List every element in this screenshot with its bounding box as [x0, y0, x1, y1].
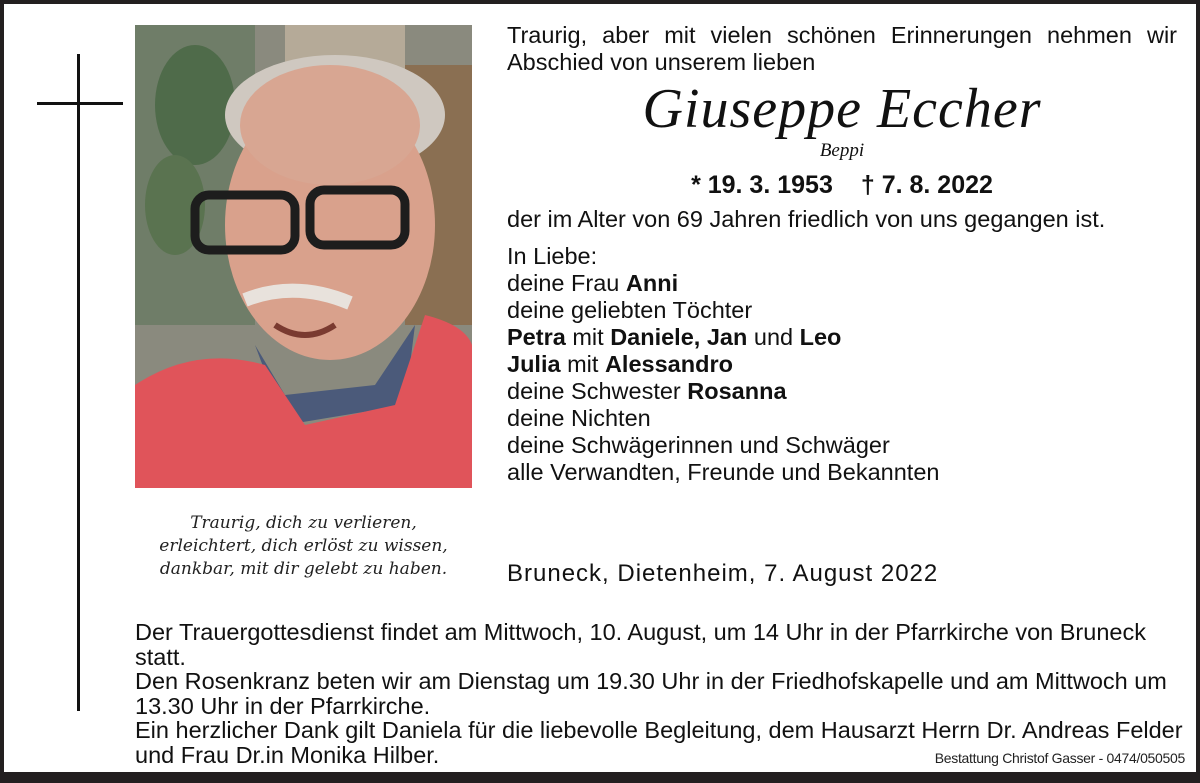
family-member-name: Alessandro [604, 351, 733, 377]
family-text: deine Schwester [507, 378, 688, 404]
place-date: Bruneck, Dietenheim, 7. August 2022 [507, 560, 939, 587]
cross-icon-bar [37, 102, 123, 105]
family-text: alle Verwandten, Freunde und Bekannten [507, 459, 940, 485]
birth-date: * 19. 3. 1953 [691, 171, 833, 199]
family-text: deine Nichten [507, 405, 651, 431]
family-line [507, 459, 1177, 486]
family-member-name: Petra [507, 324, 566, 350]
family-line [507, 297, 1177, 324]
family-text: deine Frau [507, 270, 626, 296]
family-line [507, 405, 1177, 432]
family-text: deine Schwägerinnen und Schwäger [507, 432, 890, 458]
intro-text: Traurig, aber mit vielen schönen Erinnerungen nehmen wir Abschied von unserem lieben [507, 22, 1177, 75]
rosary-text: Den Rosenkranz beten wir am Dienstag um 19.30 Uhr in der Friedhofskapelle und am Mittwoch um 13.30 Uhr in der Pfarrkirche. [135, 668, 1167, 719]
family-text: deine geliebten Töchter [507, 297, 753, 323]
family-member-name: Anni [625, 270, 679, 296]
family-line [507, 378, 1177, 405]
portrait-photo [135, 25, 472, 488]
poem [135, 512, 472, 581]
poem-line: erleichtert, dich erlöst zu wissen, [159, 536, 448, 556]
funeral-home-footer: Bestattung Christof Gasser - 0474/050505 [934, 749, 1185, 766]
family-line [507, 351, 1177, 378]
family-line [507, 432, 1177, 459]
thanks-text: Ein herzlicher Dank gilt Daniela für die liebevolle Begleitung, dem Hausarzt Herrn Dr. Andreas Felder und Frau Dr.in Monika Hilber. [135, 717, 1183, 768]
poem-line: dankbar, mit dir gelebt zu haben. [159, 559, 448, 579]
death-date: † 7. 8. 2022 [860, 171, 993, 199]
family-line [507, 270, 1177, 297]
family-text: und [747, 324, 800, 350]
family-line [507, 324, 1177, 351]
funeral-service-text: Der Trauergottesdienst findet am Mittwoch, 10. August, um 14 Uhr in der Pfarrkirche von Bruneck statt. [135, 619, 1146, 670]
family-member-name: Julia [507, 351, 561, 377]
family-list [507, 270, 1177, 486]
cross-icon [77, 54, 80, 711]
deceased-name: Giuseppe Eccher [642, 78, 1042, 140]
nickname: Beppi [819, 140, 865, 161]
announcement [507, 22, 1177, 486]
family-text: mit [560, 351, 605, 377]
obituary-notice [4, 4, 1196, 772]
family-text: mit [565, 324, 611, 350]
thanks-paragraph [135, 718, 1185, 767]
family-member-name: Leo [799, 324, 842, 350]
poem-line: Traurig, dich zu verlieren, [190, 513, 417, 533]
family-member-name: Rosanna [687, 378, 787, 404]
age-text: der im Alter von 69 Jahren friedlich von uns gegangen ist. [507, 206, 1106, 232]
family-member-name: Daniele, Jan [610, 324, 748, 350]
service-info [135, 620, 1185, 767]
in-love-label: In Liebe: [507, 243, 598, 269]
life-dates [507, 170, 1177, 200]
